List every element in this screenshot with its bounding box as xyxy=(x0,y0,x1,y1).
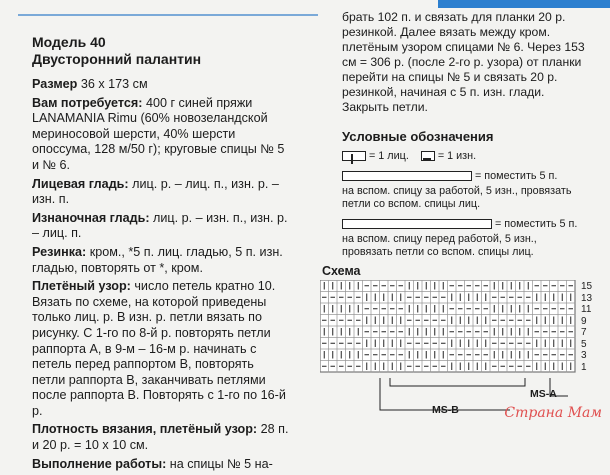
legend-cross-front xyxy=(342,217,590,233)
chart-row-number: 13 xyxy=(581,292,593,304)
density-label: Плотность вязания, плетёный узор: xyxy=(32,422,258,437)
size-value: 36 x 173 см xyxy=(80,77,148,91)
legend-cross-back xyxy=(342,169,590,185)
weave-paragraph xyxy=(32,279,290,419)
legend-cross1-a: = поместить 5 п. xyxy=(475,170,558,182)
legend-cross1-b: на вспом. спицу за работой, 5 изн., провязать петли со вспом. спицы лиц. xyxy=(342,185,572,210)
header-accent-bar xyxy=(438,0,610,8)
work-continuation: брать 102 п. и связать для планки 20 р. резинкой. Далее вязать между кром. плетёным узором спицами № 6. Через 153 см = 306 р. (после 2-го р. узора) от планки перейти на спицы № 5 и связать 20 р. резинкой, начиная с 5 п. изн. глади. Закрыть петли. xyxy=(342,10,585,114)
weave-value: число петель кратно 10. Вязать по схеме, на которой приведены только лиц. р. В изн. р. петли вязать по рисунку. С 1-го по 8-й р. повторять петли раппорта A, в 9-м – 16-м р. начинать с петель перед раппортом B, повторять петли раппорта B, заканчивать петлями после раппорта B. Повторять с 1-го по 16-й р. xyxy=(32,279,286,418)
cable-front-symbol xyxy=(342,219,492,229)
reverse-stockinette-value: лиц. р. – изн. п., изн. р. – лиц. п. xyxy=(32,210,288,241)
chart-row-number: 11 xyxy=(581,304,592,315)
chart-row-number: 1 xyxy=(581,361,587,373)
materials-value: 400 г синей пряжи LANAMANIA Rimu (60% новозеландской мериносовой шерсти, 40% шерсти опоссума, 128 м/50 г); круговые спицы № 5 и № 6. xyxy=(32,95,285,172)
chart-row-number: 5 xyxy=(581,338,587,350)
left-column xyxy=(32,34,290,475)
weave-label: Плетёный узор: xyxy=(32,279,131,294)
model-title: Двусторонний палантин xyxy=(32,51,202,67)
rib-value: кром., *5 п. лиц. гладью, 5 п. изн. гладью, повторять от *, кром. xyxy=(32,244,283,275)
knit-symbol xyxy=(342,151,366,161)
legend-cross2-a: = поместить 5 п. xyxy=(495,218,578,230)
legend-purl-label: = 1 изн. xyxy=(437,150,477,162)
stockinette-value: лиц. р. – лиц. п., изн. р. – изн. п. xyxy=(32,176,279,207)
rib-paragraph xyxy=(32,245,290,276)
materials-paragraph xyxy=(32,96,290,174)
right-column xyxy=(342,10,590,262)
legend-knit-label: = 1 лиц. xyxy=(369,150,409,162)
scheme-title: Схема xyxy=(322,264,361,278)
legend-title: Условные обозначения xyxy=(342,129,494,144)
work-value: на спицы № 5 на- xyxy=(169,456,273,471)
knitting-chart xyxy=(320,280,580,378)
ms-a-label: MS-A xyxy=(530,388,557,400)
rib-label: Резинка: xyxy=(32,244,87,259)
reverse-stockinette-label: Изнаночная гладь: xyxy=(32,210,150,225)
legend-knit-purl xyxy=(342,149,590,165)
size-label: Размер xyxy=(32,77,78,91)
stockinette-paragraph xyxy=(32,177,290,208)
chart-row-number: 15 xyxy=(581,281,593,292)
purl-symbol xyxy=(421,151,435,161)
stockinette-label: Лицевая гладь: xyxy=(32,176,129,191)
watermark: Страна Мам xyxy=(504,405,602,421)
materials-label: Вам потребуется: xyxy=(32,95,143,110)
density-value: 28 п. и 20 р. = 10 x 10 см. xyxy=(32,422,289,453)
density-paragraph xyxy=(32,422,290,453)
model-number: Модель 40 xyxy=(32,34,106,50)
cable-back-symbol xyxy=(342,171,472,181)
legend-cross2-b: на вспом. спицу перед работой, 5 изн., провязать петли со вспом. спицы лиц. xyxy=(342,233,537,258)
header-rule xyxy=(18,14,318,16)
work-label: Выполнение работы: xyxy=(32,456,167,471)
ms-b-label: MS-B xyxy=(432,404,459,416)
work-paragraph xyxy=(32,457,290,473)
size-paragraph xyxy=(32,77,290,93)
chart-row-number: 9 xyxy=(581,315,587,327)
reverse-stockinette-paragraph xyxy=(32,211,290,242)
chart-row-number: 3 xyxy=(581,350,587,361)
chart-row-number: 7 xyxy=(581,327,587,338)
